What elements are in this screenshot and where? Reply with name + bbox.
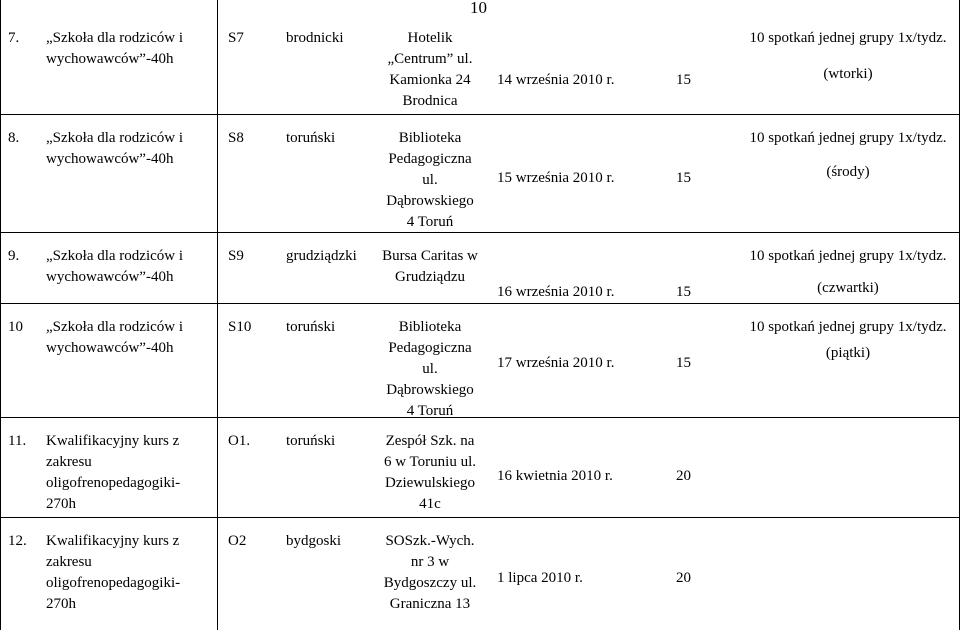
venue-line: 41c xyxy=(419,496,441,512)
venue-line: Brodnica xyxy=(402,93,458,109)
group-code: O2 xyxy=(228,533,247,549)
row-number: 11. xyxy=(8,433,27,449)
county: toruński xyxy=(286,433,336,449)
meeting-frequency: 10 spotkań jednej grupy 1x/tydz. xyxy=(749,319,947,335)
venue xyxy=(374,317,486,422)
course-name: Kwalifikacyjny kurs z zakresu oligofrenopedagogiki-270h xyxy=(46,433,181,512)
county: grudziądzki xyxy=(286,248,357,264)
venue-line: Graniczna 13 xyxy=(389,596,471,612)
row-number: 7. xyxy=(8,30,20,46)
venue xyxy=(374,531,486,615)
venue-line: Dąbrowskiego xyxy=(386,382,474,398)
meeting-frequency: 10 spotkań jednej grupy 1x/tydz. xyxy=(749,248,947,264)
venue-line: „Centrum” ul. xyxy=(387,51,473,67)
hours: 20 xyxy=(676,468,691,484)
row-number: 10 xyxy=(8,319,23,335)
group-code: S8 xyxy=(228,130,244,146)
hours: 15 xyxy=(676,72,691,88)
hours: 20 xyxy=(676,570,691,586)
meeting-day: (czwartki) xyxy=(817,280,879,296)
venue-line: Pedagogiczna xyxy=(388,151,472,167)
group-code: S10 xyxy=(228,319,252,335)
meeting-day: (piątki) xyxy=(825,345,871,361)
venue xyxy=(374,128,486,233)
row-divider xyxy=(0,303,960,304)
county: bydgoski xyxy=(286,533,342,549)
venue-line: Pedagogiczna xyxy=(388,340,472,356)
venue-line: Kamionka 24 xyxy=(389,72,471,88)
start-date: 14 września 2010 r. xyxy=(497,72,615,88)
page-number: 10 xyxy=(470,0,487,17)
group-code: S7 xyxy=(228,30,244,46)
row-number: 12. xyxy=(8,533,27,549)
course-name: Kwalifikacyjny kurs z zakresu oligofrenopedagogiki-270h xyxy=(46,533,181,612)
start-date: 16 września 2010 r. xyxy=(497,284,615,300)
venue-line: Dąbrowskiego xyxy=(386,193,474,209)
venue-line: 6 w Toruniu ul. xyxy=(383,454,476,470)
hours: 15 xyxy=(676,284,691,300)
course-name: „Szkoła dla rodziców i wychowawców”-40h xyxy=(46,30,184,67)
course-name: „Szkoła dla rodziców i wychowawców”-40h xyxy=(46,248,184,285)
venue xyxy=(374,431,486,515)
meeting-frequency: 10 spotkań jednej grupy 1x/tydz. xyxy=(749,130,947,146)
venue-line: nr 3 w xyxy=(410,554,450,570)
row-number: 9. xyxy=(8,248,20,264)
venue-line: Grudziądzu xyxy=(395,269,465,285)
start-date: 16 kwietnia 2010 r. xyxy=(497,468,613,484)
group-code: S9 xyxy=(228,248,244,264)
start-date: 1 lipca 2010 r. xyxy=(497,570,583,586)
venue-line: ul. xyxy=(422,172,438,188)
venue-line: Biblioteka xyxy=(398,130,462,146)
venue-line: 4 Toruń xyxy=(406,403,454,419)
venue-line: Dziewulskiego xyxy=(385,475,475,491)
course-name: „Szkoła dla rodziców i wychowawców”-40h xyxy=(46,319,184,356)
venue-line: 4 Toruń xyxy=(406,214,454,230)
row-divider xyxy=(0,114,960,115)
start-date: 15 września 2010 r. xyxy=(497,170,615,186)
venue xyxy=(374,246,486,288)
column-divider xyxy=(0,0,1,630)
venue-line: ul. xyxy=(422,361,438,377)
hours: 15 xyxy=(676,170,691,186)
column-divider xyxy=(217,0,218,630)
county: toruński xyxy=(286,130,336,146)
venue-line: Biblioteka xyxy=(398,319,462,335)
venue-line: Bydgoszczy ul. xyxy=(383,575,477,591)
start-date: 17 września 2010 r. xyxy=(497,355,615,371)
meeting-day: (środy) xyxy=(826,164,870,180)
group-code: O1. xyxy=(228,433,251,449)
venue-line: SOSzk.-Wych. xyxy=(385,533,475,549)
venue-line: Zespół Szk. na xyxy=(385,433,475,449)
county: brodnicki xyxy=(286,30,344,46)
row-divider xyxy=(0,517,960,518)
course-name: „Szkoła dla rodziców i wychowawców”-40h xyxy=(46,130,184,167)
county: toruński xyxy=(286,319,336,335)
row-number: 8. xyxy=(8,130,20,146)
venue-line: Bursa Caritas w xyxy=(382,248,478,264)
hours: 15 xyxy=(676,355,691,371)
meeting-day: (wtorki) xyxy=(823,66,873,82)
venue-line: Hotelik xyxy=(407,30,453,46)
venue xyxy=(374,28,486,112)
meeting-frequency: 10 spotkań jednej grupy 1x/tydz. xyxy=(749,30,947,46)
